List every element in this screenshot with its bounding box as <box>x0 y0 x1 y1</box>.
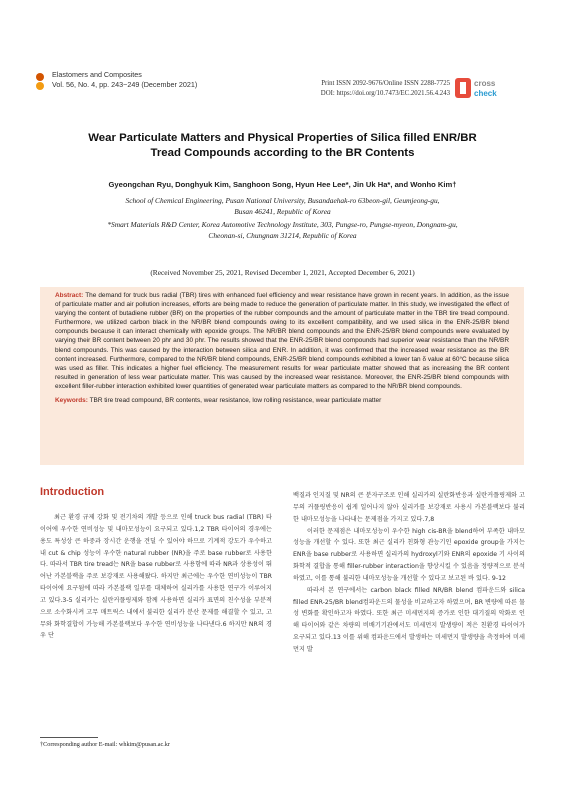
intro-paragraph-1-continued: 백질과 인지질 및 NR의 큰 분자구조로 인해 실리카의 실란화반응과 실란커플링제와 고무의 커플링반응이 쉽게 일어나지 않아 실리카를 보강재로 사용시 카본블랙보다 불리한 내마모성능을 나타내는 문제점을 가지고 있다.7,8 <box>293 492 525 523</box>
title-line-1: Wear Particulate Matters and Physical Properties of Silica filled ENR/BR <box>88 132 477 144</box>
abstract-paragraph <box>55 291 509 391</box>
journal-info <box>52 70 197 90</box>
corresponding-author-footnote: †Corresponding author E-mail: whkim@pusan.ac.kr <box>40 741 170 748</box>
abstract-label: Abstract: <box>55 292 84 299</box>
received-dates: (Received November 25, 2021, Revised December 1, 2021, Accepted December 6, 2021) <box>150 268 415 277</box>
affiliation-1 <box>50 196 515 218</box>
body-column-right <box>293 490 525 780</box>
journal-logo-icon <box>34 72 46 92</box>
affiliation-2 <box>50 220 515 242</box>
issn-line: Print ISSN 2092-9676/Online ISSN 2288-7725 <box>321 80 450 87</box>
abstract-text: The demand for truck bus radial (TBR) tires with enhanced fuel efficiency and wear resistance have grown in recent years. In addition, as the issue of particulate matter and air pollution increases, efforts are being made to reduce the generation of particulate matter. In this study, we investigated the effect of varying the content of butadiene rubber (BR) on the properties of the rubber compounds and the amount of particulate matter in the TBR tire tread compound. Furthermore, we utilized carbon black in the NR/BR blend compounds owing to its excellent compatibility, and we used silica in the ENR-25/BR blend compounds because it can interact chemically with epoxide groups. The NR/BR blend compounds and the ENR-25/BR blend compounds were evaluated by varying their BR content between 20 phr and 30 phr. The results showed that the ENR-25/BR blend compounds had superior wear resistance than the NR/BR blend compounds. This was caused by the interaction between silica and ENR. In addition, it was confirmed that the increased wear resistance as the BR content increased. Furthermore, compared to the NR/BR blend compounds, ENR-25/BR blend compounds exhibited a lower tan δ value at 60°C because silica was used as filler. This indicates a higher fuel efficiency. The measurement results for wear particulate matter showed that as increasing the BR content resulted in generation of less wear particulate matter. This was caused by the increased wear resistance. Moreover, the ENR-25/BR blend compounds with excellent filler-rubber interaction exhibited lower quantities of generated wear particulate matters as compared to the NR/BR blend compounds. <box>55 292 509 390</box>
affiliation-1-line-1: School of Chemical Engineering, Pusan National University, Busandaehak-ro 63beon-gil, Geumjeong-gu, <box>125 196 440 205</box>
journal-volume: Vol. 56, No. 4, pp. 243~249 (December 2021) <box>52 80 198 89</box>
footnote-divider <box>40 737 98 738</box>
affiliation-2-line-2: Cheonan-si, Chungnam 31214, Republic of Korea <box>208 230 357 240</box>
intro-paragraph-3: 따라서 본 연구에서는 carbon black filled NR/BR blend 컴파운드와 silica filled ENR-25/BR blend컴파운드의 물성을 비교하고자 하였으며, BR 변량에 따른 물성 변화를 확인하고자 하였다. 또한 최근 미세먼지의 증가로 인한 대기질의 악화로 인해 타이어와 같은 차량의 비배기기관에서도 미세먼지 발생량이 적은 친환경 타이어가 요구되고 있다.13 이를 위해 컴파운드에서 발생하는 미세먼지 발생량을 측정하여 미세먼지 발 <box>293 586 525 653</box>
journal-name: Elastomers and Composites <box>52 70 142 79</box>
doi-line: DOI: https://doi.org/10.7473/EC.2021.56.4.243 <box>320 89 450 97</box>
intro-paragraph-2: 이러한 문제점은 내마모성능이 우수한 high cis-BR을 blend하여 부족한 내마모성능을 개선할 수 있다. 또한 최근 실리카 친화형 관능기인 epoxide group을 가지는 ENR을 base rubber로 사용하면 실리카의 hydroxyl기와 ENR의 epoxide 기 사이의 화학적 결합을 통해 filler-rubber interaction을 향상시킬 수 있음을 정량적으로 분석하였고, 이를 통해 불리한 내마모성능을 개선할 수 있다고 보고된 바 있다. 9-12 <box>293 527 525 582</box>
keywords-label: Keywords: <box>55 397 88 405</box>
abstract-box <box>40 287 524 465</box>
intro-paragraph-1: 최근 환경 규제 강화 및 전기차의 개발 등으로 인해 truck bus radial (TBR) 타이어에 우수한 연비성능 및 내마모성능이 요구되고 있다.1,2 TBR 타이어의 경우에는 용도 특성상 큰 하중과 장시간 운행을 견딜 수 있어야 하므로 기계적 강도가 우수하고 내 cut & chip 성능이 우수한 natural rubber (NR)을 주로 base rubber로 사용한다. 따라서 TBR tire tread는 NR을 base rubber로 사용함에 따라 NR과 상용성이 뛰어난 카본블랙을 주로 보강재로 사용해왔다. 하지만 최근에는 우수한 연비성능이 TBR 타이어에 요구됨에 따라 카본블랙 일부를 대체하여 실리카를 사용한 연구가 이루어지고 있다.3-5 실리카는 실란커플링제와 함께 사용하면 실리카 표면의 친수성을 부분적으로 소수화시켜 고무 매트릭스 내에서 불리한 실리카 분산 문제를 해결할 수 있고, 고무와 화학결합이 가능해 카본블랙보다 우수한 연비성능을 나타낸다.6 하지만 NR의 경우 단 <box>40 514 272 640</box>
introduction-heading: Introduction <box>40 486 105 498</box>
crossmark-line1: cross <box>474 79 496 88</box>
author-list: Gyeongchan Ryu, Donghyuk Kim, Sanghoon Song, Hyun Hee Lee*, Jin Uk Ha*, and Wonho Kim† <box>108 180 457 189</box>
article-title <box>70 131 495 161</box>
affiliation-2-line-1: *Smart Materials R&D Center, Korea Automotive Technology Institute, 303, Pungse-ro, Pungse-myeon, Dongnam-gu, <box>107 220 458 229</box>
keywords-line <box>55 396 509 405</box>
body-column-left <box>40 512 272 712</box>
crossmark-logo-icon[interactable] <box>455 76 515 100</box>
affiliation-1-line-2: Busan 46241, Republic of Korea <box>234 206 331 216</box>
keywords-text: TBR tire tread compound, BR contents, wear resistance, low rolling resistance, wear particulate matter <box>89 397 382 405</box>
issn-doi-block <box>321 79 450 98</box>
crossmark-line2: check <box>474 89 497 98</box>
title-line-2: Tread Compounds according to the BR Contents <box>150 147 415 159</box>
